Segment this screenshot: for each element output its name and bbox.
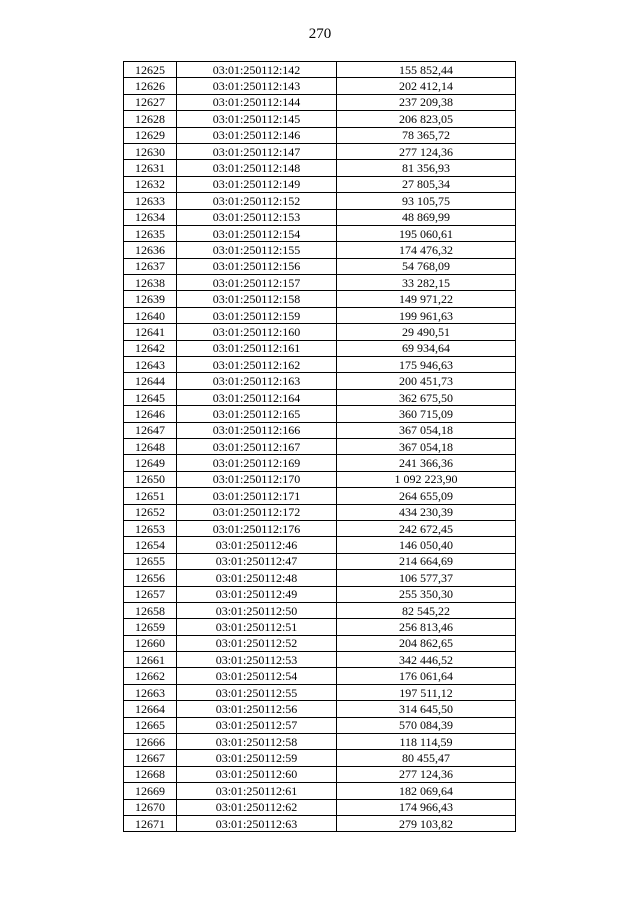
value-cell: 434 230,39 (337, 504, 516, 520)
cadastral-number-cell: 03:01:250112:171 (177, 488, 337, 504)
table-row (124, 406, 516, 422)
row-number-cell: 12634 (124, 209, 177, 225)
cadastral-number-cell: 03:01:250112:142 (177, 62, 337, 78)
value-cell: 69 934,64 (337, 340, 516, 356)
table-row (124, 78, 516, 94)
cadastral-number-cell: 03:01:250112:50 (177, 602, 337, 618)
cadastral-number-cell: 03:01:250112:49 (177, 586, 337, 602)
cadastral-number-cell: 03:01:250112:160 (177, 324, 337, 340)
cadastral-number-cell: 03:01:250112:161 (177, 340, 337, 356)
row-number-cell: 12660 (124, 635, 177, 651)
cadastral-number-cell: 03:01:250112:159 (177, 307, 337, 323)
cadastral-number-cell: 03:01:250112:58 (177, 734, 337, 750)
table-row (124, 471, 516, 487)
cadastral-number-cell: 03:01:250112:170 (177, 471, 337, 487)
table-row (124, 324, 516, 340)
row-number-cell: 12637 (124, 258, 177, 274)
table-row (124, 602, 516, 618)
value-cell: 362 675,50 (337, 389, 516, 405)
value-cell: 367 054,18 (337, 422, 516, 438)
row-number-cell: 12655 (124, 553, 177, 569)
cadastral-number-cell: 03:01:250112:144 (177, 94, 337, 110)
cadastral-number-cell: 03:01:250112:53 (177, 652, 337, 668)
value-cell: 155 852,44 (337, 62, 516, 78)
table-row (124, 422, 516, 438)
row-number-cell: 12625 (124, 62, 177, 78)
row-number-cell: 12643 (124, 357, 177, 373)
value-cell: 241 366,36 (337, 455, 516, 471)
table-row (124, 438, 516, 454)
table-row (124, 520, 516, 536)
table-row (124, 717, 516, 733)
value-cell: 81 356,93 (337, 160, 516, 176)
row-number-cell: 12668 (124, 766, 177, 782)
row-number-cell: 12635 (124, 225, 177, 241)
table-row (124, 225, 516, 241)
value-cell: 182 069,64 (337, 783, 516, 799)
cadastral-number-cell: 03:01:250112:165 (177, 406, 337, 422)
value-cell: 195 060,61 (337, 225, 516, 241)
value-cell: 206 823,05 (337, 111, 516, 127)
value-cell: 78 365,72 (337, 127, 516, 143)
page-number: 270 (308, 26, 332, 42)
cadastral-number-cell: 03:01:250112:56 (177, 701, 337, 717)
row-number-cell: 12661 (124, 652, 177, 668)
table-row (124, 160, 516, 176)
value-cell: 29 490,51 (337, 324, 516, 340)
table-row (124, 62, 516, 78)
table-row (124, 373, 516, 389)
table-row (124, 537, 516, 553)
value-cell: 118 114,59 (337, 734, 516, 750)
value-cell: 175 946,63 (337, 357, 516, 373)
row-number-cell: 12641 (124, 324, 177, 340)
cadastral-number-cell: 03:01:250112:145 (177, 111, 337, 127)
value-cell: 202 412,14 (337, 78, 516, 94)
cadastral-number-cell: 03:01:250112:164 (177, 389, 337, 405)
value-cell: 570 084,39 (337, 717, 516, 733)
value-cell: 342 446,52 (337, 652, 516, 668)
value-cell: 54 768,09 (337, 258, 516, 274)
cadastral-number-cell: 03:01:250112:169 (177, 455, 337, 471)
table-row (124, 635, 516, 651)
table-row (124, 668, 516, 684)
row-number-cell: 12666 (124, 734, 177, 750)
cadastral-number-cell: 03:01:250112:51 (177, 619, 337, 635)
table-row (124, 176, 516, 192)
table-row (124, 586, 516, 602)
value-cell: 82 545,22 (337, 602, 516, 618)
value-cell: 80 455,47 (337, 750, 516, 766)
cadastral-number-cell: 03:01:250112:155 (177, 242, 337, 258)
row-number-cell: 12652 (124, 504, 177, 520)
row-number-cell: 12650 (124, 471, 177, 487)
value-cell: 146 050,40 (337, 537, 516, 553)
value-cell: 197 511,12 (337, 684, 516, 700)
cadastral-number-cell: 03:01:250112:60 (177, 766, 337, 782)
value-cell: 176 061,64 (337, 668, 516, 684)
cadastral-number-cell: 03:01:250112:154 (177, 225, 337, 241)
cadastral-number-cell: 03:01:250112:149 (177, 176, 337, 192)
row-number-cell: 12626 (124, 78, 177, 94)
table-row (124, 652, 516, 668)
value-cell: 1 092 223,90 (337, 471, 516, 487)
table-row (124, 209, 516, 225)
cadastral-number-cell: 03:01:250112:146 (177, 127, 337, 143)
value-cell: 237 209,38 (337, 94, 516, 110)
row-number-cell: 12654 (124, 537, 177, 553)
row-number-cell: 12670 (124, 799, 177, 815)
row-number-cell: 12640 (124, 307, 177, 323)
value-cell: 199 961,63 (337, 307, 516, 323)
value-cell: 48 869,99 (337, 209, 516, 225)
table-row (124, 815, 516, 831)
row-number-cell: 12647 (124, 422, 177, 438)
cadastral-number-cell: 03:01:250112:57 (177, 717, 337, 733)
row-number-cell: 12636 (124, 242, 177, 258)
value-cell: 93 105,75 (337, 193, 516, 209)
table-row (124, 570, 516, 586)
cadastral-number-cell: 03:01:250112:162 (177, 357, 337, 373)
cadastral-number-cell: 03:01:250112:153 (177, 209, 337, 225)
row-number-cell: 12663 (124, 684, 177, 700)
table-row (124, 684, 516, 700)
table-row (124, 127, 516, 143)
value-cell: 277 124,36 (337, 766, 516, 782)
table-row (124, 143, 516, 159)
table-row (124, 258, 516, 274)
value-cell: 174 476,32 (337, 242, 516, 258)
cadastral-number-cell: 03:01:250112:48 (177, 570, 337, 586)
cadastral-number-cell: 03:01:250112:158 (177, 291, 337, 307)
cadastral-number-cell: 03:01:250112:147 (177, 143, 337, 159)
cadastral-number-cell: 03:01:250112:62 (177, 799, 337, 815)
value-cell: 367 054,18 (337, 438, 516, 454)
registry-table-body (124, 62, 516, 832)
table-row (124, 488, 516, 504)
table-row (124, 340, 516, 356)
cadastral-number-cell: 03:01:250112:167 (177, 438, 337, 454)
row-number-cell: 12664 (124, 701, 177, 717)
table-row (124, 783, 516, 799)
row-number-cell: 12659 (124, 619, 177, 635)
row-number-cell: 12656 (124, 570, 177, 586)
value-cell: 149 971,22 (337, 291, 516, 307)
cadastral-number-cell: 03:01:250112:61 (177, 783, 337, 799)
row-number-cell: 12646 (124, 406, 177, 422)
row-number-cell: 12632 (124, 176, 177, 192)
row-number-cell: 12642 (124, 340, 177, 356)
value-cell: 106 577,37 (337, 570, 516, 586)
value-cell: 279 103,82 (337, 815, 516, 831)
table-row (124, 94, 516, 110)
cadastral-number-cell: 03:01:250112:163 (177, 373, 337, 389)
table-row (124, 504, 516, 520)
row-number-cell: 12665 (124, 717, 177, 733)
table-row (124, 455, 516, 471)
table-row (124, 389, 516, 405)
row-number-cell: 12653 (124, 520, 177, 536)
value-cell: 256 813,46 (337, 619, 516, 635)
value-cell: 214 664,69 (337, 553, 516, 569)
table-row (124, 111, 516, 127)
row-number-cell: 12648 (124, 438, 177, 454)
row-number-cell: 12633 (124, 193, 177, 209)
cadastral-number-cell: 03:01:250112:148 (177, 160, 337, 176)
table-row (124, 193, 516, 209)
row-number-cell: 12657 (124, 586, 177, 602)
row-number-cell: 12631 (124, 160, 177, 176)
cadastral-number-cell: 03:01:250112:47 (177, 553, 337, 569)
table-row (124, 291, 516, 307)
cadastral-number-cell: 03:01:250112:156 (177, 258, 337, 274)
value-cell: 27 805,34 (337, 176, 516, 192)
row-number-cell: 12658 (124, 602, 177, 618)
row-number-cell: 12669 (124, 783, 177, 799)
cadastral-number-cell: 03:01:250112:63 (177, 815, 337, 831)
registry-table (123, 61, 516, 832)
cadastral-number-cell: 03:01:250112:172 (177, 504, 337, 520)
cadastral-number-cell: 03:01:250112:54 (177, 668, 337, 684)
value-cell: 277 124,36 (337, 143, 516, 159)
table-row (124, 766, 516, 782)
row-number-cell: 12667 (124, 750, 177, 766)
cadastral-number-cell: 03:01:250112:176 (177, 520, 337, 536)
row-number-cell: 12644 (124, 373, 177, 389)
value-cell: 264 655,09 (337, 488, 516, 504)
row-number-cell: 12662 (124, 668, 177, 684)
cadastral-number-cell: 03:01:250112:143 (177, 78, 337, 94)
cadastral-number-cell: 03:01:250112:152 (177, 193, 337, 209)
cadastral-number-cell: 03:01:250112:46 (177, 537, 337, 553)
row-number-cell: 12639 (124, 291, 177, 307)
value-cell: 360 715,09 (337, 406, 516, 422)
cadastral-number-cell: 03:01:250112:55 (177, 684, 337, 700)
table-row (124, 799, 516, 815)
value-cell: 242 672,45 (337, 520, 516, 536)
table-row (124, 357, 516, 373)
value-cell: 174 966,43 (337, 799, 516, 815)
value-cell: 314 645,50 (337, 701, 516, 717)
value-cell: 204 862,65 (337, 635, 516, 651)
cadastral-number-cell: 03:01:250112:59 (177, 750, 337, 766)
table-row (124, 242, 516, 258)
row-number-cell: 12628 (124, 111, 177, 127)
row-number-cell: 12645 (124, 389, 177, 405)
table-row (124, 734, 516, 750)
cadastral-number-cell: 03:01:250112:157 (177, 275, 337, 291)
table-row (124, 750, 516, 766)
table-row (124, 553, 516, 569)
row-number-cell: 12671 (124, 815, 177, 831)
row-number-cell: 12630 (124, 143, 177, 159)
table-row (124, 307, 516, 323)
row-number-cell: 12651 (124, 488, 177, 504)
cadastral-number-cell: 03:01:250112:166 (177, 422, 337, 438)
value-cell: 255 350,30 (337, 586, 516, 602)
table-row (124, 275, 516, 291)
row-number-cell: 12649 (124, 455, 177, 471)
table-row (124, 701, 516, 717)
row-number-cell: 12638 (124, 275, 177, 291)
value-cell: 200 451,73 (337, 373, 516, 389)
row-number-cell: 12627 (124, 94, 177, 110)
cadastral-number-cell: 03:01:250112:52 (177, 635, 337, 651)
row-number-cell: 12629 (124, 127, 177, 143)
value-cell: 33 282,15 (337, 275, 516, 291)
table-row (124, 619, 516, 635)
